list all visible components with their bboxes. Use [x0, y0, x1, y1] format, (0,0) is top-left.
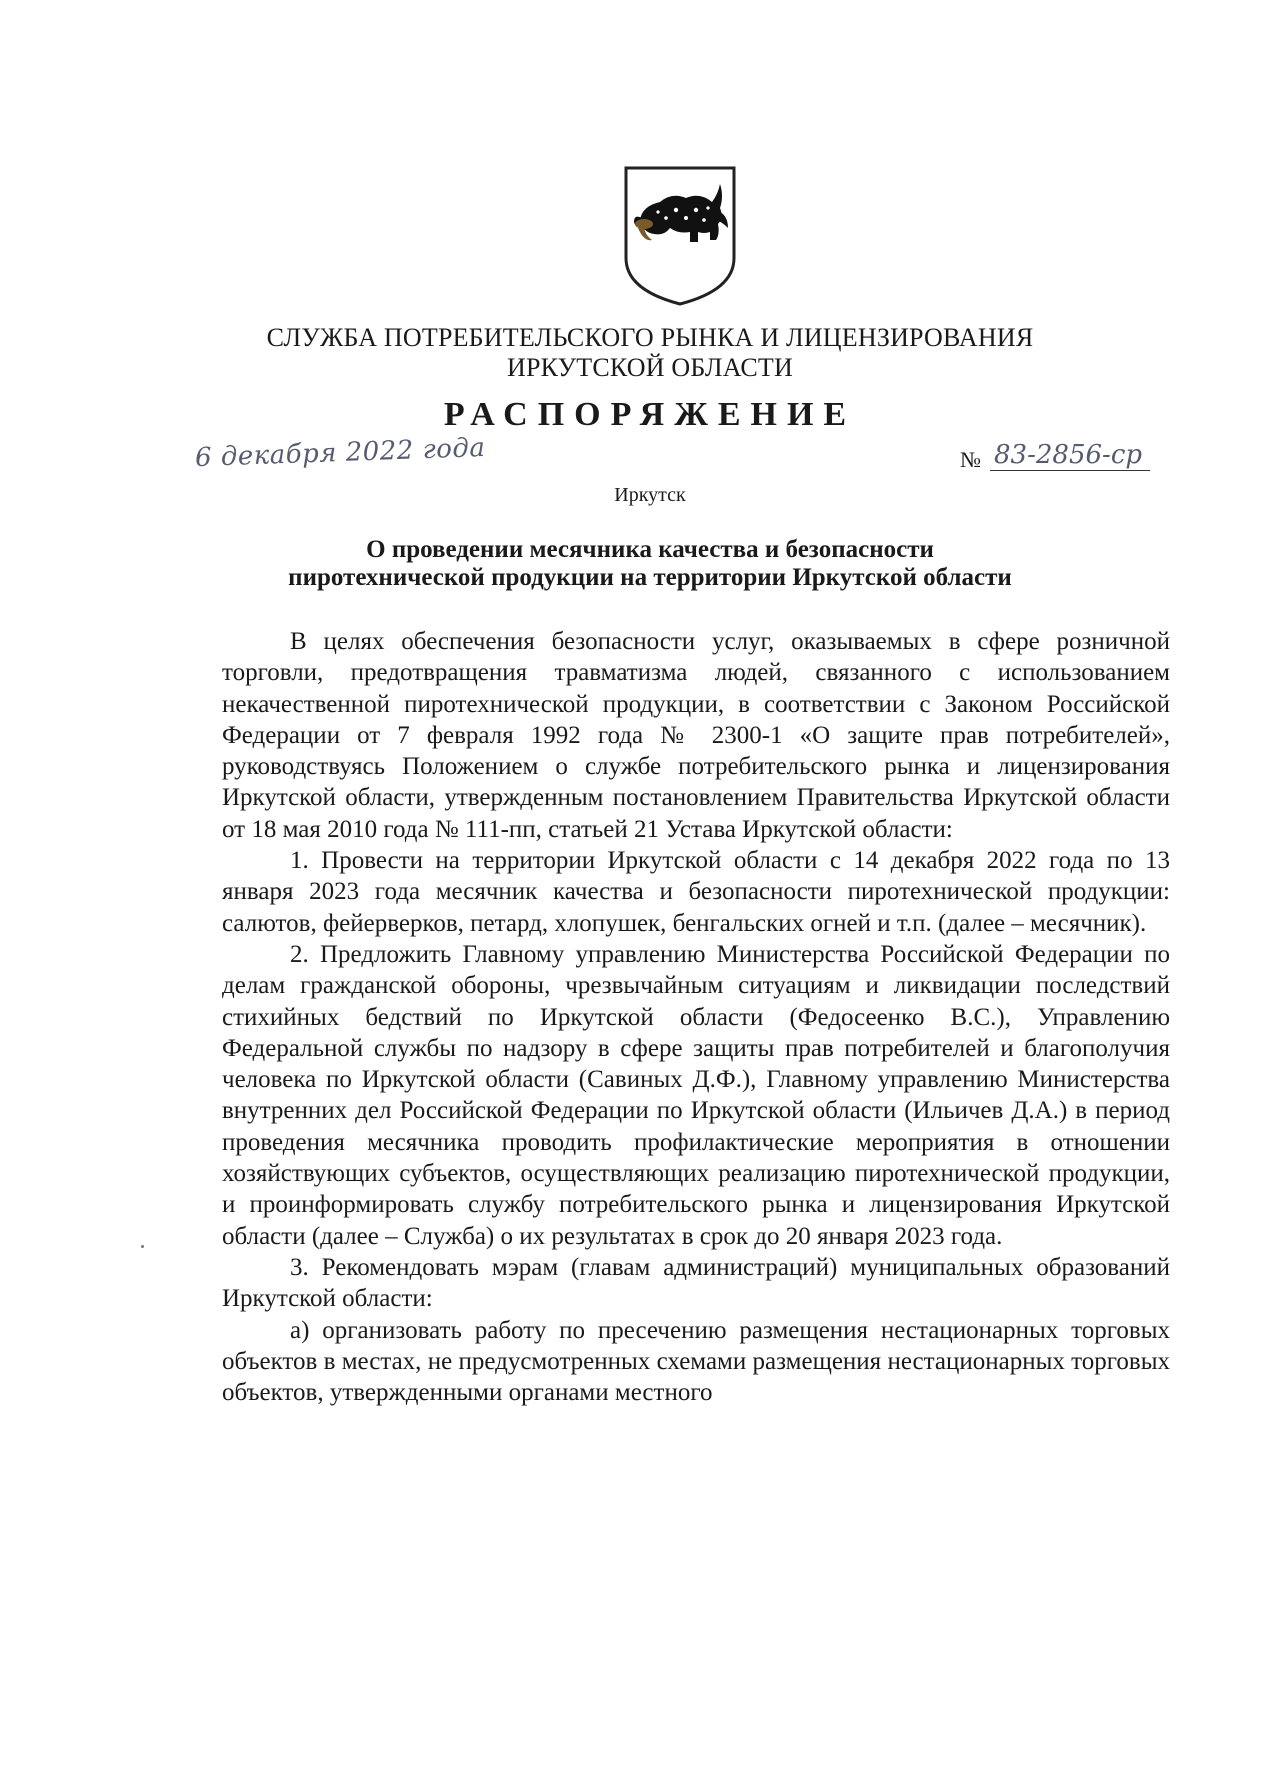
handwritten-document-number: 83-2856-ср — [990, 440, 1150, 471]
document-title-line2: пиротехнической продукции на территории Иркутской области — [288, 564, 1012, 591]
scan-speck — [141, 1245, 144, 1248]
document-body — [222, 626, 1170, 1408]
irkutsk-coat-of-arms-icon — [620, 162, 740, 310]
issue-city: Иркутск — [614, 484, 686, 506]
agency-name-line2: ИРКУТСКОЙ ОБЛАСТИ — [506, 353, 793, 382]
document-number-label: № — [960, 447, 981, 472]
item-2-paragraph: 2. Предложить Главному управлению Министерства Российской Федерации по делам гражданской обороны, чрезвычайным ситуациям и ликвидации последствий стихийных бедствий по Иркутской области (Федосеенко В.С.), Управлению Федеральной службы по надзору в сфере защиты прав потребителей и благополучия человека по Иркутской области (Савиных Д.Ф.), Главному управлению Министерства внутренних дел Российской Федерации по Иркутской области (Ильичев Д.А.) в период проведения месячника проводить профилактические мероприятия в отношении хозяйствующих субъектов, осуществляющих реализацию пиротехнической продукции, и проинформировать службу потребительского рынка и лицензирования Иркутской области (далее – Служба) о их результатах в срок до 20 января 2023 года. — [222, 940, 1170, 1250]
document-type: РАСПОРЯЖЕНИЕ — [443, 396, 857, 433]
item-3-paragraph: 3. Рекомендовать мэрам (главам администраций) муниципальных образований Иркутской области: — [222, 1253, 1170, 1313]
handwritten-date: 6 декабря 2022 года — [194, 432, 486, 474]
document-title-line1: О проведении месячника качества и безопасности — [366, 536, 934, 563]
agency-name-line1: СЛУЖБА ПОТРЕБИТЕЛЬСКОГО РЫНКА И ЛИЦЕНЗИРОВАНИЯ — [266, 323, 1034, 352]
preamble-paragraph: В целях обеспечения безопасности услуг, оказываемых в сфере розничной торговли, предотвращения травматизма людей, связанного с использованием некачественной пиротехнической продукции, в соответствии с Законом Российской Федерации от 7 февраля 1992 года № 2300-1 «О защите прав потребителей», руководствуясь Положением о службе потребительского рынка и лицензирования Иркутской области, утвержденным постановлением Правительства Иркутской области от 18 мая 2010 года № 111-пп, статьей 21 Устава Иркутской области: — [222, 628, 1170, 843]
item-1-paragraph: 1. Провести на территории Иркутской области с 14 декабря 2022 года по 13 января 2023 года месячник качества и безопасности пиротехнической продукции: салютов, фейерверков, петард, хлопушек, бенгальских огней и т.п. (далее – месячник). — [222, 847, 1170, 937]
item-3a-paragraph: а) организовать работу по пресечению размещения нестационарных торговых объектов в местах, не предусмотренных схемами размещения нестационарных торговых объектов, утвержденными органами местного — [222, 1316, 1170, 1407]
